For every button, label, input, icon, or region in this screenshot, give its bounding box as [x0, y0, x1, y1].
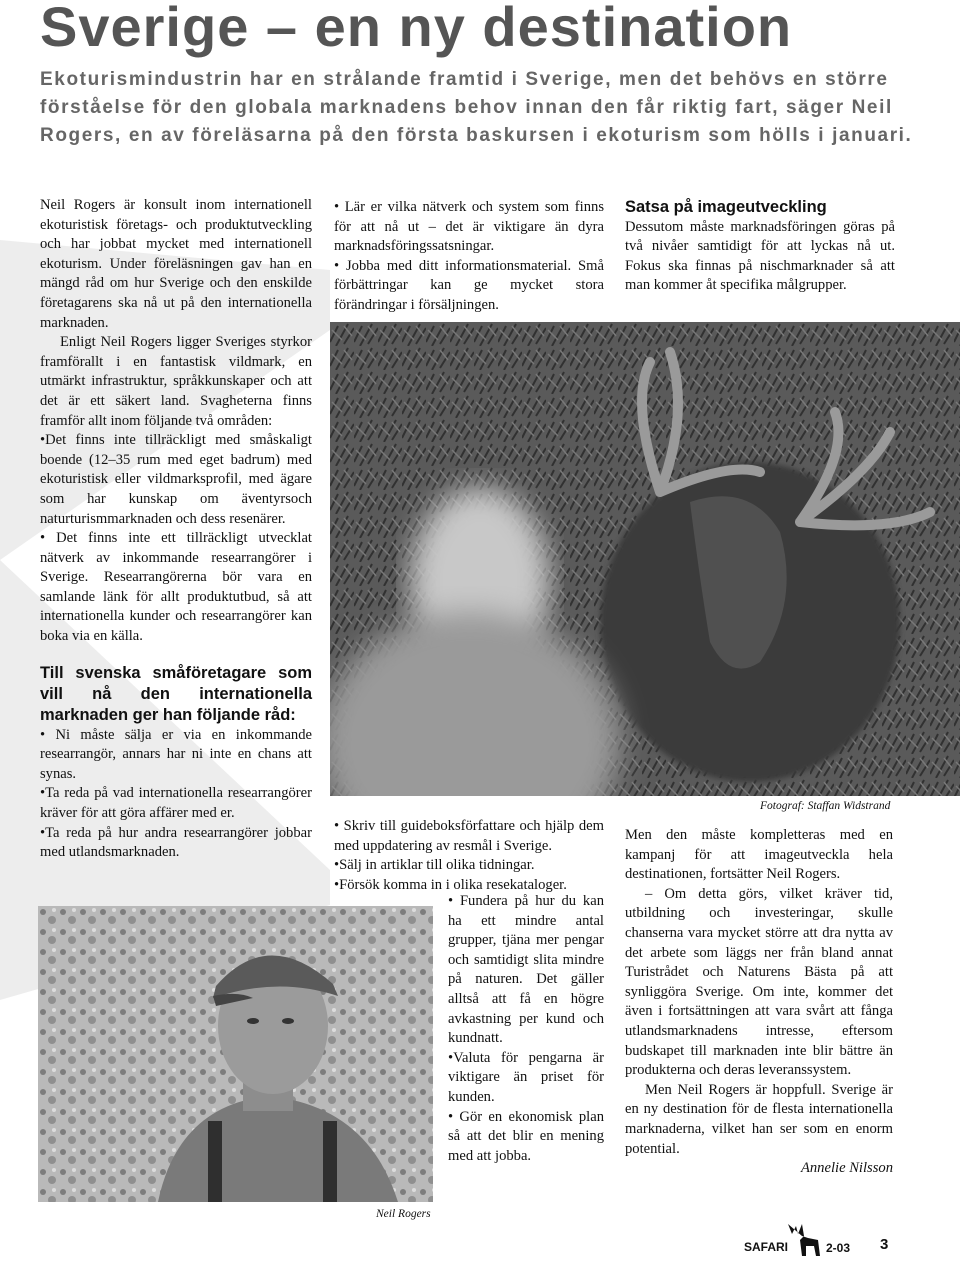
footer-page-number: 3	[880, 1236, 889, 1253]
col2-bottom-bullet-2: •Sälj in artiklar till olika tidningar.	[334, 857, 535, 874]
footer-issue: 2-03	[826, 1241, 851, 1255]
col2-bottom-bullet-5: •Valuta för pengarna är viktigare än priset för kunden.	[448, 1049, 604, 1105]
portrait-photo	[38, 906, 433, 1202]
col1-bullet-5: •Ta reda på hur andra researrangörer jobbar med utlandsmarknaden.	[40, 824, 312, 861]
col2-bottom-bullet-6: • Gör en ekonomisk plan så att det blir en mening med att jobba.	[448, 1108, 604, 1164]
column-3-top	[625, 198, 895, 296]
moose-photo-caption: Fotograf: Staffan Widstrand	[760, 800, 891, 812]
col3-bottom-paragraph-2: – Om detta görs, vilket kräver tid, utbildning och investeringar, skulle chanserna vara mycket större att dra nytta av det arbete som läggs ner från bland annat Turistrådet och Naturens Bästa på att synliggöra Sverige. Om inte, kommer det även i fortsättningen att vara svårt att fånga utlandsmarknadens intresse, eftersom budskapet till marknaden inte blir bättre än produkterna och deras leveranssystem.	[625, 885, 893, 1079]
col1-bullet-3: • Ni måste sälja er via en inkommande researrangör, annars har ni inte en chans att synas.	[40, 726, 312, 782]
col2-bottom-bullet-3: •Försök komma in i olika resekataloger.	[334, 876, 567, 893]
col3-heading: Satsa på imageutveckling	[625, 198, 827, 216]
col3-bottom-paragraph-1: Men den måste kompletteras med en kampanj för att imageutveckla hela destinationen, fortsätter Neil Rogers.	[625, 827, 893, 883]
col3-bottom-paragraph-3: Men Neil Rogers är hoppfull. Sverige är en ny destination för de flesta internationella marknaderna, vilket han ser som en enorm potential.	[625, 1081, 893, 1157]
col1-paragraph-1: Neil Rogers är konsult inom internationell ekoturistisk företags- och produktutveckling och har jobbat mycket med internationell ekoturism. Under föreläsningen gav han en mängd råd om hur Sverige och den enskilde företagarens ska nå ut på den internationella marknaden.	[40, 197, 312, 331]
col1-bullet-2: • Det finns inte ett tillräckligt utvecklat nätverk av inkommande researrangörer i Sverige. Researrangörerna bör vara en samlande länk för allt produktutbud, så att internationella kunder och researrangörer kan boka via en källa.	[40, 530, 312, 645]
footer-brand: SAFARI	[744, 1240, 789, 1254]
page-title: Sverige – en ny destination	[40, 0, 793, 58]
col3-top-paragraph: Dessutom måste marknadsföringen göras på två nivåer samtidigt för att lyckas nå ut. Fokus ska finnas på nischmarknader så att man kommer åt specifika målgrupper.	[625, 218, 895, 294]
col2-top-bullet-2: • Jobba med ditt informationsmaterial. Små förbättringar kan ge mycket stora förändringar i försäljningen.	[334, 257, 604, 313]
col2-top-bullet-1: • Lär er vilka nätverk och system som finns för att nå ut – det är viktigare än dyra marknadsföringssatsningar.	[334, 199, 604, 255]
col1-bullet-1: •Det finns inte tillräckligt med småskaligt boende (12–35 rum med eget badrum) med ekoturistisk eller vildmarksprofil, med ägare som har kunskap om äventyrsoch naturturismmarknaden och dess resenärer.	[40, 432, 312, 527]
col1-bullet-4: •Ta reda på vad internationella researrangörer kräver för att göra affärer med er.	[40, 785, 312, 822]
moose-logo-icon	[782, 1220, 822, 1260]
column-2-narrow	[448, 892, 604, 1166]
lead-paragraph: Ekoturismindustrin har en strålande framtid i Sverige, men det behövs en större förståelse för den globala marknadens behov innan den får riktig fart, säger Neil Rogers, en av föreläsarna på den första baskursen i ekoturism som hölls i januari.	[40, 69, 913, 146]
author-signature: Annelie Nilsson	[800, 1160, 893, 1177]
col2-bottom-bullet-4: • Fundera på hur du kan ha ett mindre antal grupper, tjäna mer pengar och samtidigt slita mindre på naturen. Det gäller alltså att få en högre avkastning per kund och kundnatt.	[448, 893, 604, 1047]
column-1	[40, 196, 312, 863]
col1-paragraph-2: Enligt Neil Rogers ligger Sveriges styrkor framförallt i en fantastisk vildmark, en utmärkt infrastruktur, språkkunskaper och att det är ett säkert land. Svagheterna finns framför allt inom följande två områden:	[40, 334, 312, 429]
moose-photo	[330, 322, 960, 796]
column-2-bottom	[334, 817, 604, 895]
col2-bottom-bullet-1: • Skriv till guideboksförfattare och hjälp dem med uppdatering av resmål i Sverige.	[334, 818, 604, 854]
column-3-bottom	[625, 826, 893, 1179]
column-2-top	[334, 198, 604, 316]
col1-subheading: Till svenska småföretagare som vill nå den internationella marknaden ger han följande råd:	[40, 663, 312, 724]
portrait-caption: Neil Rogers	[376, 1208, 431, 1220]
